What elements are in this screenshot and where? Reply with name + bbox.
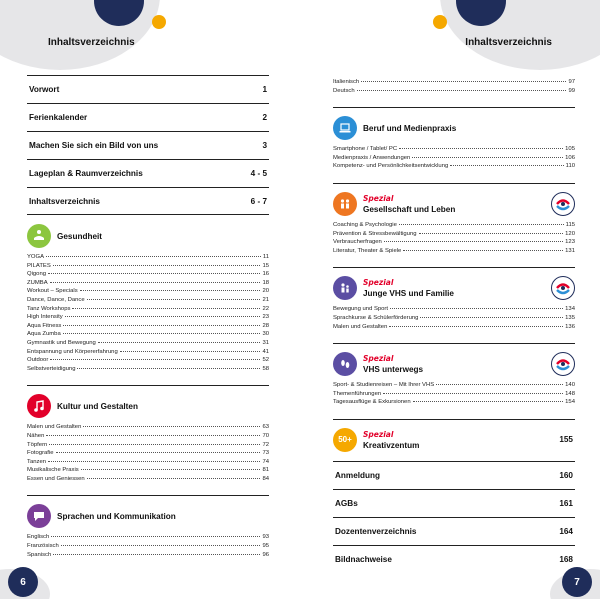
section-beruf bbox=[333, 107, 575, 171]
dot-leader bbox=[389, 326, 563, 327]
toc-main-row[interactable] bbox=[27, 103, 269, 131]
dot-leader bbox=[80, 290, 261, 291]
decor-dot-yellow-right bbox=[433, 15, 447, 29]
toc-entry-label: Italienisch bbox=[333, 79, 360, 85]
toc-entry[interactable] bbox=[27, 475, 269, 484]
toc-entry-page: 96 bbox=[262, 551, 269, 558]
toc-main-page: 1 bbox=[262, 85, 267, 94]
toc-entry-label: Tanz Workshops bbox=[27, 305, 71, 312]
toc-entry-page: 135 bbox=[565, 314, 575, 321]
toc-main-label: Machen Sie sich ein Bild von uns bbox=[29, 141, 159, 150]
toc-entry[interactable] bbox=[27, 253, 269, 262]
toc-entry-label: Literatur, Theater & Spiele bbox=[333, 247, 402, 254]
toc-entry[interactable] bbox=[333, 238, 575, 247]
toc-entry[interactable] bbox=[27, 313, 269, 322]
toc-entry[interactable] bbox=[27, 262, 269, 271]
toc-entry-label: ZUMBA bbox=[27, 279, 48, 286]
section-header bbox=[333, 191, 575, 217]
family-icon bbox=[333, 192, 357, 216]
toc-main-page: 3 bbox=[262, 141, 267, 150]
toc-entry[interactable] bbox=[27, 339, 269, 348]
toc-entry-label: Musikalische Praxis bbox=[27, 467, 79, 474]
section-gesundheit bbox=[27, 215, 269, 373]
toc-entry[interactable] bbox=[27, 305, 269, 314]
toc-entry-label: High Intensity bbox=[27, 314, 63, 321]
dot-leader bbox=[120, 351, 261, 352]
right-column bbox=[333, 78, 575, 573]
toc-main-page: 160 bbox=[559, 470, 573, 480]
toc-entry-page: 134 bbox=[565, 306, 575, 313]
dot-leader bbox=[50, 282, 261, 283]
toc-entry-label: Smartphone / Tablet/ PC bbox=[333, 146, 398, 153]
toc-entry-label: Aqua Fitness bbox=[27, 322, 62, 329]
section-title-block bbox=[363, 429, 419, 451]
toc-entry-page: 52 bbox=[262, 357, 269, 364]
toc-entry[interactable] bbox=[27, 279, 269, 288]
dot-leader bbox=[436, 384, 563, 385]
dot-leader bbox=[50, 359, 260, 360]
toc-entry[interactable] bbox=[27, 270, 269, 279]
section-unterwegs bbox=[333, 343, 575, 407]
dot-leader bbox=[390, 308, 563, 309]
spezial-label: Spezial bbox=[363, 354, 394, 364]
toc-entry-page: 110 bbox=[565, 163, 575, 170]
section-header bbox=[27, 393, 269, 419]
section-kultur bbox=[27, 385, 269, 483]
toc-entry-page: 131 bbox=[565, 247, 575, 254]
header-title-right: Inhaltsverzeichnis bbox=[465, 37, 552, 48]
toc-entry-label: Aqua Zumba bbox=[27, 331, 61, 338]
dot-leader bbox=[412, 157, 563, 158]
section-title: Junge VHS und Familie bbox=[363, 289, 454, 299]
section-header bbox=[333, 427, 575, 453]
toc-entry-page: 93 bbox=[262, 534, 269, 541]
section-title-block bbox=[363, 353, 423, 375]
section-header bbox=[333, 351, 575, 377]
dot-leader bbox=[83, 426, 260, 427]
spezial-badge-icon bbox=[551, 192, 575, 216]
dot-leader bbox=[361, 81, 566, 82]
entry-list bbox=[27, 423, 269, 483]
toc-entry-page: 72 bbox=[262, 441, 269, 448]
toc-entry-page: 106 bbox=[565, 154, 575, 161]
toc-entry[interactable] bbox=[27, 423, 269, 432]
toc-entry[interactable] bbox=[333, 162, 575, 171]
toc-entry-page: 22 bbox=[262, 305, 269, 312]
toc-entry-page: 115 bbox=[565, 221, 575, 228]
entry-list bbox=[27, 533, 269, 559]
toc-entry[interactable] bbox=[333, 78, 575, 87]
toc-entry-label: YOGA bbox=[27, 254, 45, 260]
toc-entry[interactable] bbox=[333, 230, 575, 239]
section-title: Gesellschaft und Leben bbox=[363, 204, 456, 214]
decor-dot-yellow-left bbox=[152, 15, 166, 29]
laptop-icon bbox=[333, 116, 357, 140]
toc-entry[interactable] bbox=[333, 247, 575, 256]
dot-leader bbox=[413, 401, 564, 402]
section-title: Gesundheit bbox=[57, 231, 103, 241]
toc-entry[interactable] bbox=[333, 390, 575, 399]
section-header bbox=[27, 503, 269, 529]
toc-entry[interactable] bbox=[27, 551, 269, 560]
toc-entry-label: Deutsch bbox=[333, 87, 355, 94]
section-jung bbox=[333, 267, 575, 331]
toc-entry[interactable] bbox=[333, 145, 575, 154]
dot-leader bbox=[403, 250, 563, 251]
toc-entry-label: Tagesausflüge & Exkursionen bbox=[333, 399, 411, 406]
toc-entry-label: Englisch bbox=[27, 534, 50, 541]
section-gesellschaft bbox=[333, 183, 575, 255]
toc-entry-label: Sport- & Studienreisen – Mit Ihrer VHS bbox=[333, 382, 435, 389]
toc-entry[interactable] bbox=[27, 533, 269, 542]
toc-entry[interactable] bbox=[27, 458, 269, 467]
toc-entry[interactable] bbox=[333, 323, 575, 332]
section-page: 155 bbox=[559, 435, 573, 445]
toc-entry-label: Malen und Gestalten bbox=[27, 424, 82, 431]
toc-entry-page: 41 bbox=[262, 348, 269, 355]
section-title-block bbox=[363, 193, 455, 215]
toc-entry-label: Themenführungen bbox=[333, 390, 382, 397]
dot-leader bbox=[46, 435, 260, 436]
toc-main-label: Lageplan & Raumverzeichnis bbox=[29, 169, 143, 178]
toc-entry-label: Workout – Specials bbox=[27, 288, 78, 295]
toc-main-label: Anmeldung bbox=[335, 470, 381, 480]
section-title: Sprachen und Kommunikation bbox=[57, 511, 176, 521]
toc-entry[interactable] bbox=[27, 330, 269, 339]
dot-leader bbox=[65, 316, 261, 317]
toc-entry-label: Tanzen bbox=[27, 458, 46, 465]
toc-entry-page: 63 bbox=[262, 424, 269, 431]
toc-entry-page: 95 bbox=[262, 543, 269, 550]
section-title: Kultur und Gestalten bbox=[57, 401, 138, 411]
entry-list bbox=[333, 381, 575, 407]
toc-main-label: Inhaltsverzeichnis bbox=[29, 196, 100, 206]
toc-entry-page: 140 bbox=[565, 382, 575, 389]
toc-entry[interactable] bbox=[27, 449, 269, 458]
toc-entry-page: 21 bbox=[262, 296, 269, 303]
page-number-right: 7 bbox=[562, 567, 592, 597]
toc-entry[interactable] bbox=[333, 398, 575, 407]
dot-leader bbox=[48, 461, 260, 462]
dot-leader bbox=[51, 536, 260, 537]
dot-leader bbox=[384, 241, 563, 242]
kids-icon bbox=[333, 276, 357, 300]
section-header bbox=[27, 223, 269, 249]
dot-leader bbox=[49, 444, 260, 445]
toc-entry[interactable] bbox=[333, 381, 575, 390]
toc-main-page: 2 bbox=[262, 113, 267, 122]
toc-entry-label: Fotografie bbox=[27, 450, 54, 457]
toc-entry-label: Nähen bbox=[27, 432, 45, 439]
dot-leader bbox=[399, 148, 563, 149]
speech-icon bbox=[27, 504, 51, 528]
toc-entry-label: Selbstverteidigung bbox=[27, 365, 76, 372]
toc-entry-page: 70 bbox=[262, 432, 269, 439]
toc-main-label: Vorwort bbox=[29, 85, 60, 94]
toc-entry-page: 148 bbox=[565, 390, 575, 397]
toc-main-row[interactable] bbox=[27, 159, 269, 187]
spezial-badge-icon bbox=[551, 276, 575, 300]
toc-entry-label: Dance, Dance, Dance bbox=[27, 296, 85, 303]
toc-entry-page: 58 bbox=[262, 365, 269, 372]
dot-leader bbox=[450, 165, 563, 166]
toc-entry-page: 123 bbox=[565, 239, 575, 246]
dot-leader bbox=[48, 273, 260, 274]
spezial-label: Spezial bbox=[363, 429, 394, 439]
section-title: Beruf und Medienpraxis bbox=[363, 123, 457, 133]
dot-leader bbox=[81, 469, 261, 470]
toc-entry-label: Gymnastik und Bewegung bbox=[27, 339, 96, 346]
toc-main-label: Ferienkalender bbox=[29, 113, 88, 122]
toc-entry[interactable] bbox=[27, 466, 269, 475]
dot-leader bbox=[357, 90, 567, 91]
toc-entry[interactable] bbox=[27, 542, 269, 551]
toc-main-page: 161 bbox=[559, 498, 573, 508]
toc-main-label: Dozentenverzeichnis bbox=[335, 526, 417, 536]
toc-main-label: Bildnachweise bbox=[335, 554, 392, 564]
entry-list bbox=[333, 221, 575, 255]
toc-main-row[interactable] bbox=[27, 131, 269, 159]
toc-entry[interactable] bbox=[333, 305, 575, 314]
toc-entry[interactable] bbox=[27, 296, 269, 305]
dot-leader bbox=[63, 333, 261, 334]
dot-leader bbox=[420, 317, 563, 318]
toc-entry-page: 11 bbox=[262, 254, 269, 260]
toc-entry[interactable] bbox=[333, 221, 575, 230]
section-title-block bbox=[363, 277, 454, 299]
toc-entry-page: 105 bbox=[565, 146, 575, 153]
entry-list bbox=[333, 78, 575, 95]
toc-main-row[interactable] bbox=[27, 187, 269, 215]
toc-entry[interactable] bbox=[27, 365, 269, 374]
entry-list bbox=[27, 253, 269, 373]
dot-leader bbox=[399, 224, 564, 225]
toc-entry[interactable] bbox=[27, 441, 269, 450]
toc-entry[interactable] bbox=[27, 348, 269, 357]
toc-entry-label: Entspannung und Körpererfahrung bbox=[27, 348, 118, 355]
toc-main-page: 168 bbox=[559, 554, 573, 564]
toc-entry[interactable] bbox=[27, 356, 269, 365]
toc-entry-label: Spanisch bbox=[27, 551, 52, 558]
toc-entry[interactable] bbox=[27, 287, 269, 296]
toc-entry-label: Coaching & Psychologie bbox=[333, 221, 397, 228]
dot-leader bbox=[77, 368, 260, 369]
toc-main-row[interactable] bbox=[333, 461, 575, 489]
dot-leader bbox=[46, 256, 261, 257]
toc-entry-label: Verbraucherfragen bbox=[333, 239, 382, 246]
footprints-icon bbox=[333, 352, 357, 376]
toc-entry-label: Outdoor bbox=[27, 357, 49, 364]
dot-leader bbox=[53, 265, 261, 266]
toc-entry-page: 16 bbox=[262, 271, 269, 278]
toc-entry-page: 136 bbox=[565, 323, 575, 330]
toc-main-row[interactable] bbox=[333, 545, 575, 573]
toc-entry-label: Qigong bbox=[27, 271, 46, 278]
entry-list bbox=[333, 145, 575, 171]
health-icon bbox=[27, 224, 51, 248]
section-title: VHS unterwegs bbox=[363, 365, 424, 375]
toc-entry[interactable] bbox=[27, 432, 269, 441]
dot-leader bbox=[383, 393, 563, 394]
toc-entry-page: 31 bbox=[262, 339, 269, 346]
spezial-label: Spezial bbox=[363, 193, 394, 203]
dot-leader bbox=[56, 452, 261, 453]
toc-entry-page: 28 bbox=[262, 322, 269, 329]
toc-entry-label: Sprachkurse & Schülerförderung bbox=[333, 314, 419, 321]
toc-entry-label: Malen und Gestalten bbox=[333, 323, 388, 330]
fifty-plus-icon: 50+ bbox=[333, 428, 357, 452]
toc-entry-page: 20 bbox=[262, 288, 269, 295]
toc-entry-label: Bewegung und Sport bbox=[333, 306, 389, 313]
left-column bbox=[27, 75, 269, 571]
toc-main-page: 4 - 5 bbox=[250, 169, 267, 178]
dot-leader bbox=[98, 342, 261, 343]
section-title: Kreativzentum bbox=[363, 440, 420, 450]
toc-entry-label: Essen und Geniessen bbox=[27, 475, 85, 482]
toc-entry-page: 23 bbox=[262, 314, 269, 321]
page-number-left: 6 bbox=[8, 567, 38, 597]
toc-entry-page: 18 bbox=[262, 279, 269, 286]
toc-main-label: AGBs bbox=[335, 498, 358, 508]
toc-entry-label: Medienpraxis / Anwendungen bbox=[333, 154, 411, 161]
header-title-left: Inhaltsverzeichnis bbox=[48, 37, 135, 48]
entry-list bbox=[333, 305, 575, 331]
toc-entry[interactable] bbox=[333, 87, 575, 96]
toc-entry-label: Töpfern bbox=[27, 441, 48, 448]
toc-entry-page: 97 bbox=[568, 79, 575, 85]
dot-leader bbox=[63, 325, 260, 326]
toc-main-row[interactable] bbox=[333, 517, 575, 545]
spezial-label: Spezial bbox=[363, 278, 394, 288]
toc-entry-label: PILATES bbox=[27, 262, 51, 269]
section-header bbox=[333, 115, 575, 141]
toc-entry-page: 30 bbox=[262, 331, 269, 338]
dot-leader bbox=[87, 299, 261, 300]
toc-entry-page: 74 bbox=[262, 458, 269, 465]
toc-entry[interactable] bbox=[333, 314, 575, 323]
toc-entry-page: 73 bbox=[262, 450, 269, 457]
dot-leader bbox=[61, 545, 261, 546]
dot-leader bbox=[53, 554, 260, 555]
toc-entry[interactable] bbox=[333, 154, 575, 163]
toc-entry-page: 99 bbox=[568, 87, 575, 94]
spezial-badge-icon bbox=[551, 352, 575, 376]
toc-entry-label: Kompetenz- und Persönlichkeitsentwicklung bbox=[333, 163, 449, 170]
section-sprachen bbox=[27, 495, 269, 559]
music-icon bbox=[27, 394, 51, 418]
toc-entry-page: 154 bbox=[565, 399, 575, 406]
toc-entry-page: 120 bbox=[565, 230, 575, 237]
toc-entry[interactable] bbox=[27, 322, 269, 331]
toc-entry-page: 84 bbox=[262, 475, 269, 482]
dot-leader bbox=[419, 233, 564, 234]
dot-leader bbox=[72, 308, 260, 309]
toc-main-row[interactable] bbox=[333, 489, 575, 517]
toc-entry-page: 15 bbox=[262, 262, 269, 269]
toc-entry-label: Prävention & Stressbewältigung bbox=[333, 230, 417, 237]
toc-main-page: 6 - 7 bbox=[250, 196, 267, 206]
section-kreativ[interactable] bbox=[333, 419, 575, 461]
toc-main-page: 164 bbox=[559, 526, 573, 536]
toc-main-row[interactable] bbox=[27, 75, 269, 103]
dot-leader bbox=[87, 478, 261, 479]
toc-entry-page: 81 bbox=[262, 467, 269, 474]
section-header bbox=[333, 275, 575, 301]
toc-entry-label: Französisch bbox=[27, 543, 59, 550]
